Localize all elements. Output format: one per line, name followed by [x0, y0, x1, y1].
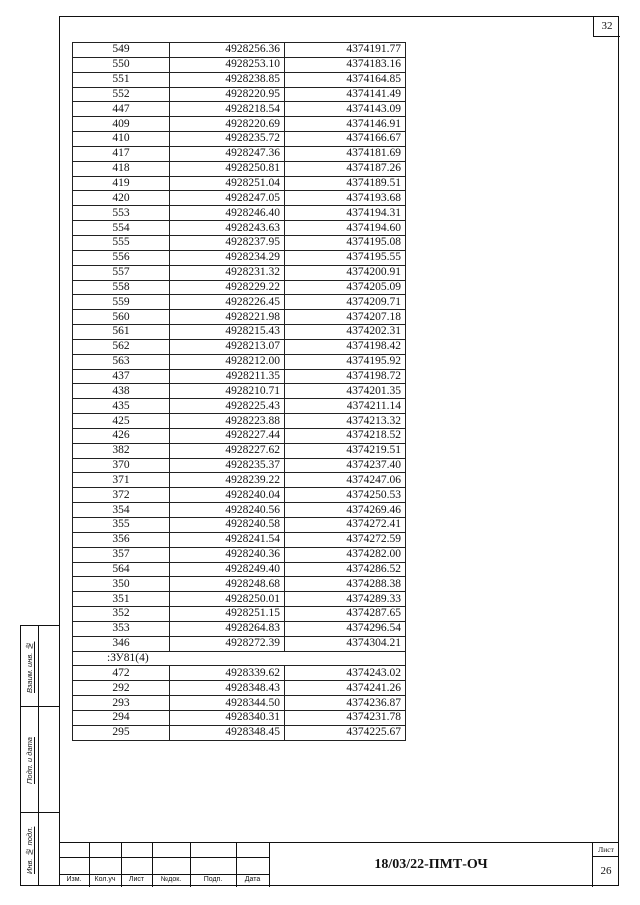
header-ndok: №док.	[160, 876, 182, 883]
x-coordinate-cell: 4928243.63	[170, 221, 285, 236]
point-number-cell: 426	[73, 428, 170, 443]
point-number-cell: 555	[73, 235, 170, 250]
y-coordinate-cell: 4374195.55	[285, 250, 406, 265]
table-row	[73, 221, 406, 236]
y-coordinate-cell: 4374201.35	[285, 384, 406, 399]
x-coordinate-cell: 4928226.45	[170, 295, 285, 310]
y-coordinate-cell: 4374146.91	[285, 117, 406, 132]
y-coordinate-cell: 4374207.18	[285, 310, 406, 325]
point-number-cell: 554	[73, 221, 170, 236]
sheet-number: 26	[600, 865, 612, 877]
point-number-cell: 370	[73, 458, 170, 473]
point-number-cell: 556	[73, 250, 170, 265]
x-coordinate-cell: 4928235.37	[170, 458, 285, 473]
y-coordinate-cell: 4374198.42	[285, 339, 406, 354]
x-coordinate-cell: 4928211.35	[170, 369, 285, 384]
y-coordinate-cell: 4374241.26	[285, 681, 406, 696]
x-coordinate-cell: 4928344.50	[170, 696, 285, 711]
side-strip-row-divider	[21, 706, 59, 707]
point-number-cell: 447	[73, 102, 170, 117]
y-coordinate-cell: 4374213.32	[285, 414, 406, 429]
point-number-cell: 352	[73, 607, 170, 622]
x-coordinate-cell: 4928247.05	[170, 191, 285, 206]
y-coordinate-cell: 4374282.00	[285, 547, 406, 562]
x-coordinate-cell: 4928223.88	[170, 414, 285, 429]
table-row	[73, 666, 406, 681]
table-row	[73, 310, 406, 325]
table-row	[73, 458, 406, 473]
point-number-cell: 418	[73, 161, 170, 176]
x-coordinate-cell: 4928225.43	[170, 399, 285, 414]
y-coordinate-cell: 4374200.91	[285, 265, 406, 280]
table-row	[73, 354, 406, 369]
x-coordinate-cell: 4928253.10	[170, 57, 285, 72]
table-row	[73, 577, 406, 592]
y-coordinate-cell: 4374194.60	[285, 221, 406, 236]
point-number-cell: 372	[73, 488, 170, 503]
table-row	[73, 488, 406, 503]
y-coordinate-cell: 4374194.31	[285, 206, 406, 221]
y-coordinate-cell: 4374187.26	[285, 161, 406, 176]
point-number-cell: 552	[73, 87, 170, 102]
point-number-cell: 351	[73, 592, 170, 607]
table-row	[73, 725, 406, 740]
point-number-cell: 353	[73, 621, 170, 636]
side-label-sign-date: Подп. и дата	[25, 737, 34, 785]
x-coordinate-cell: 4928218.54	[170, 102, 285, 117]
y-coordinate-cell: 4374218.52	[285, 428, 406, 443]
x-coordinate-cell: 4928234.29	[170, 250, 285, 265]
y-coordinate-cell: 4374211.14	[285, 399, 406, 414]
table-row	[73, 636, 406, 651]
y-coordinate-cell: 4374225.67	[285, 725, 406, 740]
table-row	[73, 280, 406, 295]
x-coordinate-cell: 4928241.54	[170, 532, 285, 547]
point-number-cell: 410	[73, 132, 170, 147]
point-number-cell: 558	[73, 280, 170, 295]
x-coordinate-cell: 4928246.40	[170, 206, 285, 221]
section-header-row	[73, 651, 406, 666]
table-row	[73, 473, 406, 488]
x-coordinate-cell: 4928240.58	[170, 518, 285, 533]
x-coordinate-cell: 4928250.01	[170, 592, 285, 607]
x-coordinate-cell: 4928240.56	[170, 503, 285, 518]
y-coordinate-cell: 4374209.71	[285, 295, 406, 310]
point-number-cell: 357	[73, 547, 170, 562]
table-row	[73, 132, 406, 147]
point-number-cell: 563	[73, 354, 170, 369]
y-coordinate-cell: 4374304.21	[285, 636, 406, 651]
table-row	[73, 235, 406, 250]
x-coordinate-cell: 4928240.36	[170, 547, 285, 562]
x-coordinate-cell: 4928251.15	[170, 607, 285, 622]
y-coordinate-cell: 4374191.77	[285, 43, 406, 58]
point-number-cell: 420	[73, 191, 170, 206]
y-coordinate-cell: 4374250.53	[285, 488, 406, 503]
point-number-cell: 356	[73, 532, 170, 547]
y-coordinate-cell: 4374189.51	[285, 176, 406, 191]
table-row	[73, 681, 406, 696]
y-coordinate-cell: 4374287.65	[285, 607, 406, 622]
x-coordinate-cell: 4928238.85	[170, 72, 285, 87]
table-row	[73, 43, 406, 58]
document-code: 18/03/22-ПМТ-ОЧ	[269, 843, 593, 887]
x-coordinate-cell: 4928240.04	[170, 488, 285, 503]
table-row	[73, 176, 406, 191]
table-row	[73, 102, 406, 117]
point-number-cell: 564	[73, 562, 170, 577]
point-number-cell: 292	[73, 681, 170, 696]
point-number-cell: 472	[73, 666, 170, 681]
title-block-headers	[59, 873, 269, 886]
point-number-cell: 435	[73, 399, 170, 414]
x-coordinate-cell: 4928340.31	[170, 710, 285, 725]
x-coordinate-cell: 4928227.44	[170, 428, 285, 443]
table-row	[73, 146, 406, 161]
sheet-label: Лист	[593, 843, 619, 857]
table-row	[73, 710, 406, 725]
table-row	[73, 295, 406, 310]
table-row	[73, 621, 406, 636]
x-coordinate-cell: 4928237.95	[170, 235, 285, 250]
y-coordinate-cell: 4374183.16	[285, 57, 406, 72]
y-coordinate-cell: 4374288.38	[285, 577, 406, 592]
point-number-cell: 437	[73, 369, 170, 384]
point-number-cell: 559	[73, 295, 170, 310]
header-data: Дата	[244, 876, 261, 883]
y-coordinate-cell: 4374193.68	[285, 191, 406, 206]
x-coordinate-cell: 4928256.36	[170, 43, 285, 58]
header-podp: Подп.	[203, 876, 223, 883]
table-row	[73, 72, 406, 87]
table-row	[73, 265, 406, 280]
point-number-cell: 354	[73, 503, 170, 518]
point-number-cell: 346	[73, 636, 170, 651]
table-row	[73, 325, 406, 340]
point-number-cell: 419	[73, 176, 170, 191]
y-coordinate-cell: 4374286.52	[285, 562, 406, 577]
side-strip-divider	[38, 626, 39, 885]
y-coordinate-cell: 4374296.54	[285, 621, 406, 636]
table-row	[73, 339, 406, 354]
point-number-cell: 562	[73, 339, 170, 354]
point-number-cell: 409	[73, 117, 170, 132]
x-coordinate-cell: 4928251.04	[170, 176, 285, 191]
point-number-cell: 551	[73, 72, 170, 87]
y-coordinate-cell: 4374272.41	[285, 518, 406, 533]
y-coordinate-cell: 4374205.09	[285, 280, 406, 295]
point-number-cell: 294	[73, 710, 170, 725]
side-stamp-strip	[20, 625, 59, 886]
side-label-inv-original: Инв. № подл.	[25, 826, 34, 874]
x-coordinate-cell: 4928249.40	[170, 562, 285, 577]
x-coordinate-cell: 4928339.62	[170, 666, 285, 681]
table-row	[73, 547, 406, 562]
table-row	[73, 87, 406, 102]
table-row	[73, 399, 406, 414]
table-row	[73, 384, 406, 399]
side-strip-row-divider	[21, 812, 59, 813]
y-coordinate-cell: 4374236.87	[285, 696, 406, 711]
point-number-cell: 425	[73, 414, 170, 429]
title-block	[59, 842, 619, 886]
y-coordinate-cell: 4374247.06	[285, 473, 406, 488]
y-coordinate-cell: 4374231.78	[285, 710, 406, 725]
y-coordinate-cell: 4374195.92	[285, 354, 406, 369]
point-number-cell: 355	[73, 518, 170, 533]
point-number-cell: 553	[73, 206, 170, 221]
table-row	[73, 518, 406, 533]
table-row	[73, 161, 406, 176]
table-row	[73, 503, 406, 518]
point-number-cell: 382	[73, 443, 170, 458]
point-number-cell: 560	[73, 310, 170, 325]
x-coordinate-cell: 4928348.45	[170, 725, 285, 740]
y-coordinate-cell: 4374237.40	[285, 458, 406, 473]
y-coordinate-cell: 4374198.72	[285, 369, 406, 384]
point-number-cell: 549	[73, 43, 170, 58]
x-coordinate-cell: 4928231.32	[170, 265, 285, 280]
page-corner-number: 32	[593, 16, 620, 37]
table-row	[73, 191, 406, 206]
table-row	[73, 696, 406, 711]
point-number-cell: 417	[73, 146, 170, 161]
y-coordinate-cell: 4374164.85	[285, 72, 406, 87]
y-coordinate-cell: 4374219.51	[285, 443, 406, 458]
point-number-cell: 550	[73, 57, 170, 72]
side-label-exchange-inv: Взаим. инв. №	[25, 641, 34, 693]
x-coordinate-cell: 4928247.36	[170, 146, 285, 161]
table-row	[73, 443, 406, 458]
table-row	[73, 607, 406, 622]
table-row	[73, 57, 406, 72]
point-number-cell: 371	[73, 473, 170, 488]
point-number-cell: 293	[73, 696, 170, 711]
x-coordinate-cell: 4928220.95	[170, 87, 285, 102]
y-coordinate-cell: 4374272.59	[285, 532, 406, 547]
table-row	[73, 206, 406, 221]
point-number-cell: 438	[73, 384, 170, 399]
point-number-cell: 557	[73, 265, 170, 280]
x-coordinate-cell: 4928248.68	[170, 577, 285, 592]
x-coordinate-cell: 4928210.71	[170, 384, 285, 399]
table-row	[73, 562, 406, 577]
table-row	[73, 250, 406, 265]
section-label: :ЗУ81(4)	[73, 651, 406, 666]
y-coordinate-cell: 4374166.67	[285, 132, 406, 147]
point-number-cell: 561	[73, 325, 170, 340]
y-coordinate-cell: 4374243.02	[285, 666, 406, 681]
x-coordinate-cell: 4928235.72	[170, 132, 285, 147]
y-coordinate-cell: 4374141.49	[285, 87, 406, 102]
x-coordinate-cell: 4928215.43	[170, 325, 285, 340]
x-coordinate-cell: 4928213.07	[170, 339, 285, 354]
table-row	[73, 532, 406, 547]
point-number-cell: 295	[73, 725, 170, 740]
y-coordinate-cell: 4374195.08	[285, 235, 406, 250]
table-row	[73, 428, 406, 443]
header-list: Лист	[128, 876, 145, 883]
x-coordinate-cell: 4928221.98	[170, 310, 285, 325]
table-row	[73, 592, 406, 607]
x-coordinate-cell: 4928264.83	[170, 621, 285, 636]
x-coordinate-cell: 4928348.43	[170, 681, 285, 696]
table-row	[73, 117, 406, 132]
y-coordinate-cell: 4374269.46	[285, 503, 406, 518]
header-izm: Изм.	[66, 876, 82, 883]
point-number-cell: 350	[73, 577, 170, 592]
y-coordinate-cell: 4374181.69	[285, 146, 406, 161]
y-coordinate-cell: 4374289.33	[285, 592, 406, 607]
x-coordinate-cell: 4928220.69	[170, 117, 285, 132]
x-coordinate-cell: 4928229.22	[170, 280, 285, 295]
y-coordinate-cell: 4374202.31	[285, 325, 406, 340]
x-coordinate-cell: 4928272.39	[170, 636, 285, 651]
x-coordinate-cell: 4928250.81	[170, 161, 285, 176]
x-coordinate-cell: 4928239.22	[170, 473, 285, 488]
y-coordinate-cell: 4374143.09	[285, 102, 406, 117]
x-coordinate-cell: 4928227.62	[170, 443, 285, 458]
coordinates-table	[72, 42, 406, 741]
table-row	[73, 414, 406, 429]
header-kol-uch: Кол.уч	[94, 876, 116, 883]
x-coordinate-cell: 4928212.00	[170, 354, 285, 369]
table-row	[73, 369, 406, 384]
